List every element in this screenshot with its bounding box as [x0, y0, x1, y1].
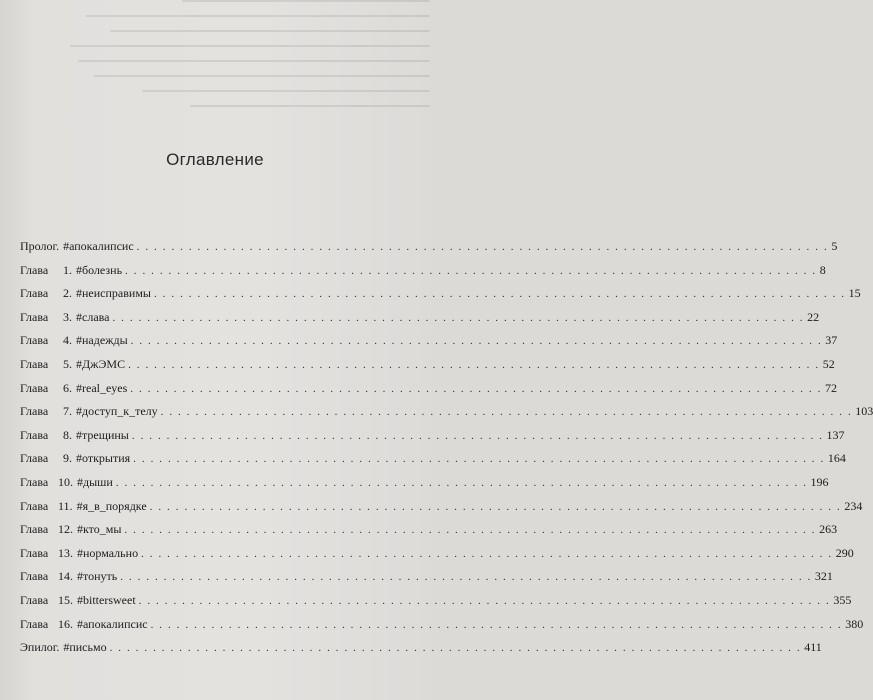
toc-entry-prefix: Глава [20, 545, 49, 560]
toc-entry-page: 22 [807, 309, 820, 324]
toc-entry-label [20, 404, 158, 418]
toc-entry-label [20, 263, 122, 277]
toc-entry-title: #апокалипсис [63, 239, 134, 253]
dot-leader: . . . . . . . . . . . . . . . . . . . . . . . . . . . . . . . . . . . . . . . . . . . . . . . . . . . . . . . . . . . . . . . . . . . . . . . . . . . . . . . . [115, 476, 808, 489]
toc-entry-page: 290 [835, 545, 854, 560]
toc-entry-page: 137 [826, 427, 845, 442]
toc-entry-title: #открытия [76, 451, 131, 466]
toc-entry-label [20, 286, 151, 300]
toc-entry [20, 451, 846, 475]
toc-entry-title: #нормально [77, 545, 139, 560]
toc-entry [20, 616, 864, 641]
toc-entry-number: 15. [58, 592, 73, 607]
toc-entry [20, 569, 833, 593]
toc-entry-title: #слава [76, 309, 110, 324]
toc-entry-label [20, 310, 109, 324]
toc-entry-title: #доступ_к_телу [76, 404, 158, 419]
toc-entry-number: 8. [63, 427, 72, 442]
dot-leader: . . . . . . . . . . . . . . . . . . . . . . . . . . . . . . . . . . . . . . . . . . . . . . . . . . . . . . . . . . . . . . . . . . . . . . . . . . . . . . . . [120, 571, 812, 584]
toc-entry-label [20, 475, 113, 489]
toc-entry-number: 3. [63, 309, 72, 324]
dot-leader: . . . . . . . . . . . . . . . . . . . . . . . . . . . . . . . . . . . . . . . . . . . . . . . . . . . . . . . . . . . . . . . . . . . . . . . . . . . . . . . . [130, 335, 823, 348]
dot-leader: . . . . . . . . . . . . . . . . . . . . . . . . . . . . . . . . . . . . . . . . . . . . . . . . . . . . . . . . . . . . . . . . . . . . . . . . . . . . . . . . [131, 429, 824, 442]
toc-entry-prefix: Глава [20, 569, 49, 584]
toc-entry [20, 592, 852, 617]
toc-entry-number: 13. [58, 545, 73, 560]
toc-entry-number: 11. [58, 498, 73, 513]
toc-entry-prefix: Глава [20, 474, 49, 489]
toc-entry-label [20, 499, 147, 513]
toc-entry-label [20, 333, 128, 347]
toc-entry-label [20, 428, 129, 442]
toc-entry-number: 7. [63, 404, 72, 419]
toc-entry-page: 263 [819, 522, 838, 537]
toc-entry-title: #я_в_порядке [76, 498, 147, 513]
dot-leader: . . . . . . . . . . . . . . . . . . . . . . . . . . . . . . . . . . . . . . . . . . . . . . . . . . . . . . . . . . . . . . . . . . . . . . . . . . . . . . . . [130, 382, 822, 395]
toc-entry [20, 380, 837, 405]
toc-entry-label [20, 522, 121, 536]
toc-entry-number: 10. [58, 474, 73, 489]
toc-entry [20, 333, 838, 357]
toc-heading: Оглавление [166, 150, 264, 169]
toc-entry-label [20, 546, 138, 560]
toc-entry-title: #трещины [76, 427, 129, 442]
toc-entry-label [20, 451, 130, 465]
toc-entry [20, 404, 873, 428]
toc-entry-title: #письмо [63, 640, 107, 655]
toc-entry-page: 5 [831, 239, 838, 253]
toc-entry-prefix: Глава [20, 333, 49, 348]
toc-entry [20, 545, 854, 570]
toc-entry-page: 196 [810, 474, 829, 489]
toc-entry-title: #дыши [77, 474, 113, 489]
table-of-contents [20, 239, 873, 664]
toc-entry-title: #надежды [76, 333, 128, 348]
toc-entry-prefix: Глава [20, 404, 49, 419]
dot-leader: . . . . . . . . . . . . . . . . . . . . . . . . . . . . . . . . . . . . . . . . . . . . . . . . . . . . . . . . . . . . . . . . . . . . . . . . . . . . . . . . [112, 311, 805, 324]
toc-entry-label [20, 357, 125, 371]
toc-entry [20, 498, 863, 523]
toc-entry-number: 9. [63, 451, 72, 466]
toc-entry-prefix: Глава [20, 380, 49, 395]
toc-entry-prefix: Глава [20, 356, 49, 371]
dot-leader: . . . . . . . . . . . . . . . . . . . . . . . . . . . . . . . . . . . . . . . . . . . . . . . . . . . . . . . . . . . . . . . . . . . . . . . . . . . . . . . . [124, 524, 817, 537]
toc-entry-title: #real_eyes [76, 380, 128, 395]
toc-entry-prefix: Глава [20, 286, 49, 301]
dot-leader: . . . . . . . . . . . . . . . . . . . . . . . . . . . . . . . . . . . . . . . . . . . . . . . . . . . . . . . . . . . . . . . . . . . . . . . . . . . . . . . . [109, 642, 802, 655]
toc-entry-label [20, 640, 107, 654]
dot-leader: . . . . . . . . . . . . . . . . . . . . . . . . . . . . . . . . . . . . . . . . . . . . . . . . . . . . . . . . . . . . . . . . . . . . . . . . . . . . . . . . [141, 547, 833, 560]
dot-leader: . . . . . . . . . . . . . . . . . . . . . . . . . . . . . . . . . . . . . . . . . . . . . . . . . . . . . . . . . . . . . . . . . . . . . . . . . . . . . . . . [125, 264, 817, 277]
dot-leader: . . . . . . . . . . . . . . . . . . . . . . . . . . . . . . . . . . . . . . . . . . . . . . . . . . . . . . . . . . . . . . . . . . . . . . . . . . . . . . . . [149, 500, 842, 513]
toc-entry-title: #тонуть [77, 569, 118, 584]
toc-entry-label [20, 381, 127, 395]
toc-entry-number: 2. [63, 286, 72, 301]
toc-entry-number: 16. [58, 616, 73, 631]
toc-entry-page: 321 [814, 569, 833, 584]
toc-entry-title: #ДжЭМС [76, 356, 126, 371]
toc-entry-page: 103 [855, 404, 873, 419]
toc-entry-page: 37 [825, 333, 838, 348]
bleed-through-text [30, 0, 430, 140]
toc-entry-page: 72 [824, 380, 837, 395]
toc-entry-page: 8 [819, 262, 826, 277]
toc-entry [20, 309, 820, 334]
toc-entry-prefix: Глава [20, 309, 49, 324]
toc-entry-number: 5. [63, 356, 72, 371]
dot-leader: . . . . . . . . . . . . . . . . . . . . . . . . . . . . . . . . . . . . . . . . . . . . . . . . . . . . . . . . . . . . . . . . . . . . . . . . . . . . . . . . [138, 594, 831, 607]
toc-entry-prefix: Пролог. [20, 239, 60, 253]
toc-entry-page: 15 [848, 286, 861, 301]
toc-entry-number: 4. [63, 333, 72, 348]
dot-leader: . . . . . . . . . . . . . . . . . . . . . . . . . . . . . . . . . . . . . . . . . . . . . . . . . . . . . . . . . . . . . . . . . . . . . . . . . . . . . . . . [154, 288, 846, 301]
toc-entry-label [20, 569, 117, 583]
toc-entry-label [20, 593, 136, 607]
toc-entry-title: #болезнь [76, 262, 123, 277]
toc-entry-prefix: Глава [20, 592, 49, 607]
toc-entry-label [20, 617, 148, 631]
toc-entry-prefix: Глава [20, 262, 49, 277]
toc-entry-prefix: Глава [20, 498, 49, 513]
toc-entry [20, 262, 826, 287]
toc-entry-prefix: Глава [20, 616, 49, 631]
toc-entry [20, 427, 845, 452]
toc-entry-number: 12. [58, 522, 73, 537]
toc-entry-title: #неисправимы [76, 286, 151, 301]
toc-entry-title: #кто_мы [77, 522, 122, 537]
dot-leader: . . . . . . . . . . . . . . . . . . . . . . . . . . . . . . . . . . . . . . . . . . . . . . . . . . . . . . . . . . . . . . . . . . . . . . . . . . . . . . . . [160, 406, 853, 419]
toc-entry-label [20, 239, 134, 253]
toc-entry-prefix: Глава [20, 451, 49, 466]
toc-entry-page: 411 [804, 640, 822, 655]
dot-leader: . . . . . . . . . . . . . . . . . . . . . . . . . . . . . . . . . . . . . . . . . . . . . . . . . . . . . . . . . . . . . . . . . . . . . . . . . . . . . . . . [133, 453, 825, 466]
toc-entry [20, 640, 822, 664]
toc-entry [20, 474, 829, 499]
toc-entry-page: 52 [822, 356, 835, 371]
toc-entry-title: #апокалипсис [77, 616, 148, 631]
toc-entry-title: #bittersweet [77, 592, 136, 607]
dot-leader: . . . . . . . . . . . . . . . . . . . . . . . . . . . . . . . . . . . . . . . . . . . . . . . . . . . . . . . . . . . . . . . . . . . . . . . . . . . . . . . . [150, 618, 843, 631]
dot-leader: . . . . . . . . . . . . . . . . . . . . . . . . . . . . . . . . . . . . . . . . . . . . . . . . . . . . . . . . . . . . . . . . . . . . . . . . . . . . . . . . [128, 358, 820, 371]
toc-entry [20, 356, 835, 381]
toc-entry-page: 234 [844, 498, 863, 513]
toc-entry-number: 14. [58, 569, 73, 584]
toc-entry-prefix: Глава [20, 522, 49, 537]
toc-entry [20, 239, 838, 263]
toc-entry-number: 1. [63, 262, 72, 277]
toc-entry [20, 522, 838, 546]
dot-leader: . . . . . . . . . . . . . . . . . . . . . . . . . . . . . . . . . . . . . . . . . . . . . . . . . . . . . . . . . . . . . . . . . . . . . . . . . . . . . . . . [136, 241, 829, 253]
toc-entry [20, 286, 861, 310]
toc-entry-page: 380 [845, 616, 864, 631]
toc-entry-prefix: Глава [20, 427, 49, 442]
toc-entry-page: 355 [833, 592, 852, 607]
toc-entry-number: 6. [63, 380, 72, 395]
toc-entry-page: 164 [827, 451, 846, 466]
toc-entry-prefix: Эпилог. [20, 640, 60, 655]
